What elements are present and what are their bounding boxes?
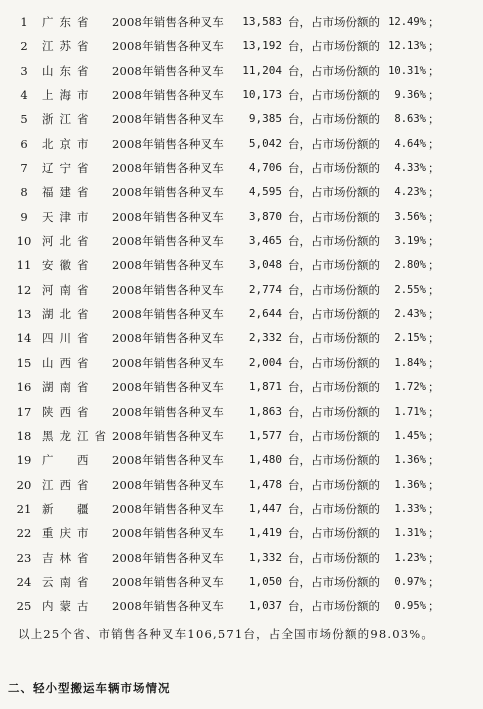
sales-description: 2008年销售各种叉车 xyxy=(112,404,224,419)
unit-label: 台， xyxy=(288,112,311,127)
row-terminator: ； xyxy=(428,453,440,468)
row-number: 7 xyxy=(20,161,28,176)
row-number: 20 xyxy=(16,477,32,492)
list-item xyxy=(0,10,483,34)
market-share-percent: 2.43% xyxy=(394,308,426,321)
list-item xyxy=(0,205,483,229)
unit-label: 台， xyxy=(288,599,311,614)
row-number: 23 xyxy=(16,550,32,565)
sales-quantity: 2,332 xyxy=(248,331,282,345)
market-share-label: 占市场份额的 xyxy=(311,574,380,589)
row-terminator: ； xyxy=(428,550,440,565)
list-item xyxy=(0,59,483,83)
region-name: 吉林省 xyxy=(42,550,95,565)
unit-label: 台， xyxy=(288,185,311,200)
market-share-percent: 1.36% xyxy=(394,454,426,467)
unit-label: 台， xyxy=(288,258,311,273)
row-terminator: ； xyxy=(428,136,440,151)
row-terminator: ； xyxy=(428,477,440,492)
row-number: 12 xyxy=(16,282,32,297)
sales-quantity: 4,706 xyxy=(248,161,282,175)
sales-description: 2008年销售各种叉车 xyxy=(112,355,224,370)
row-terminator: ； xyxy=(428,112,440,127)
sales-quantity: 11,204 xyxy=(242,63,282,77)
row-number: 24 xyxy=(16,574,32,589)
sales-quantity: 1,332 xyxy=(248,550,282,564)
market-share-label: 占市场份额的 xyxy=(311,428,380,443)
region-name: 浙江省 xyxy=(42,112,95,127)
section-heading: 二、轻小型搬运车辆市场情况 xyxy=(8,681,171,695)
row-terminator: ； xyxy=(428,501,440,516)
list-item xyxy=(0,521,483,545)
market-share-percent: 12.49% xyxy=(388,16,426,28)
row-terminator: ； xyxy=(428,209,440,224)
row-number: 10 xyxy=(16,234,32,249)
market-share-label: 占市场份额的 xyxy=(311,331,380,346)
region-name: 河北省 xyxy=(42,234,95,249)
market-share-label: 占市场份额的 xyxy=(311,526,380,541)
market-share-percent: 10.31% xyxy=(388,64,426,77)
list-item xyxy=(0,132,483,156)
market-share-percent: 3.19% xyxy=(394,235,426,248)
market-share-percent: 1.71% xyxy=(394,405,426,418)
market-share-percent: 4.64% xyxy=(394,137,426,150)
unit-label: 台， xyxy=(288,526,311,541)
unit-label: 台， xyxy=(288,331,311,346)
row-terminator: ； xyxy=(428,15,440,29)
region-name: 四川省 xyxy=(42,331,95,346)
sales-description: 2008年销售各种叉车 xyxy=(112,501,224,516)
row-number: 8 xyxy=(20,185,28,200)
list-item xyxy=(0,570,483,594)
sales-quantity: 1,863 xyxy=(248,404,282,418)
unit-label: 台， xyxy=(288,209,311,224)
market-share-percent: 4.33% xyxy=(394,162,426,175)
unit-label: 台， xyxy=(288,161,311,176)
list-item xyxy=(0,253,483,277)
unit-label: 台， xyxy=(288,282,311,297)
row-terminator: ； xyxy=(428,428,440,443)
region-name: 安徽省 xyxy=(42,258,95,273)
market-share-label: 占市场份额的 xyxy=(311,161,380,176)
sales-description: 2008年销售各种叉车 xyxy=(112,234,224,249)
market-share-label: 占市场份额的 xyxy=(311,477,380,492)
market-share-label: 占市场份额的 xyxy=(311,501,380,516)
unit-label: 台， xyxy=(288,380,311,395)
row-terminator: ； xyxy=(428,404,440,419)
row-number: 16 xyxy=(16,380,32,395)
sales-quantity: 1,419 xyxy=(248,526,282,540)
unit-label: 台， xyxy=(288,404,311,419)
region-name: 内蒙古 xyxy=(42,599,95,614)
unit-label: 台， xyxy=(288,453,311,468)
sales-description: 2008年销售各种叉车 xyxy=(112,380,224,395)
market-share-label: 占市场份额的 xyxy=(311,39,380,54)
sales-description: 2008年销售各种叉车 xyxy=(112,331,224,346)
sales-quantity: 13,192 xyxy=(242,39,282,53)
unit-label: 台， xyxy=(288,88,311,103)
market-share-label: 占市场份额的 xyxy=(311,15,380,29)
market-share-percent: 1.33% xyxy=(394,502,426,515)
list-item xyxy=(0,278,483,302)
row-number: 18 xyxy=(16,428,32,443)
region-name: 新 疆 xyxy=(42,501,95,516)
list-item xyxy=(0,400,483,424)
row-number: 15 xyxy=(16,355,32,370)
sales-description: 2008年销售各种叉车 xyxy=(112,136,224,151)
market-share-label: 占市场份额的 xyxy=(311,234,380,249)
unit-label: 台， xyxy=(288,501,311,516)
sales-description: 2008年销售各种叉车 xyxy=(112,63,224,78)
sales-description: 2008年销售各种叉车 xyxy=(112,550,224,565)
unit-label: 台， xyxy=(288,428,311,443)
market-share-label: 占市场份额的 xyxy=(311,112,380,127)
region-name: 山西省 xyxy=(42,355,95,370)
market-share-percent: 8.63% xyxy=(394,113,426,126)
market-share-percent: 1.72% xyxy=(394,381,426,394)
sales-quantity: 5,042 xyxy=(248,136,282,150)
unit-label: 台， xyxy=(288,355,311,370)
region-name: 辽宁省 xyxy=(42,161,95,176)
market-share-label: 占市场份额的 xyxy=(311,63,380,78)
sales-description: 2008年销售各种叉车 xyxy=(112,88,224,103)
row-terminator: ； xyxy=(428,599,440,614)
region-name: 福建省 xyxy=(42,185,95,200)
list-item xyxy=(0,107,483,131)
market-share-label: 占市场份额的 xyxy=(311,355,380,370)
row-terminator: ； xyxy=(428,526,440,541)
sales-quantity: 2,004 xyxy=(248,355,282,369)
row-number: 13 xyxy=(16,307,32,322)
unit-label: 台， xyxy=(288,477,311,492)
sales-quantity: 1,577 xyxy=(248,428,282,442)
sales-quantity: 9,385 xyxy=(248,112,282,126)
list-item xyxy=(0,375,483,399)
row-number: 4 xyxy=(20,88,28,103)
sales-list xyxy=(0,10,483,619)
sales-description: 2008年销售各种叉车 xyxy=(112,161,224,176)
market-share-label: 占市场份额的 xyxy=(311,136,380,151)
list-item xyxy=(0,351,483,375)
market-share-percent: 3.56% xyxy=(394,210,426,223)
region-name: 山东省 xyxy=(42,63,95,78)
row-number: 21 xyxy=(16,501,32,516)
sales-quantity: 10,173 xyxy=(242,88,282,102)
row-terminator: ； xyxy=(428,355,440,370)
row-number: 25 xyxy=(16,599,32,614)
list-item xyxy=(0,424,483,448)
list-item xyxy=(0,497,483,521)
sales-description: 2008年销售各种叉车 xyxy=(112,39,224,54)
region-name: 重庆市 xyxy=(42,526,95,541)
row-number: 22 xyxy=(16,526,32,541)
row-terminator: ； xyxy=(428,258,440,273)
unit-label: 台， xyxy=(288,15,311,29)
market-share-label: 占市场份额的 xyxy=(311,404,380,419)
unit-label: 台， xyxy=(288,136,311,151)
list-item xyxy=(0,34,483,58)
sales-quantity: 1,050 xyxy=(248,574,282,588)
market-share-percent: 12.13% xyxy=(388,40,426,53)
sales-description: 2008年销售各种叉车 xyxy=(112,307,224,322)
sales-quantity: 1,447 xyxy=(248,501,282,515)
row-number: 11 xyxy=(16,258,32,273)
region-name: 河南省 xyxy=(42,282,95,297)
region-name: 陕西省 xyxy=(42,404,95,419)
row-terminator: ； xyxy=(428,88,440,103)
row-terminator: ； xyxy=(428,574,440,589)
list-item xyxy=(0,546,483,570)
row-number: 1 xyxy=(20,15,28,29)
unit-label: 台， xyxy=(288,574,311,589)
sales-description: 2008年销售各种叉车 xyxy=(112,258,224,273)
market-share-percent: 1.84% xyxy=(394,356,426,369)
sales-quantity: 1,480 xyxy=(248,453,282,467)
row-number: 5 xyxy=(20,112,28,127)
market-share-percent: 9.36% xyxy=(394,89,426,102)
sales-description: 2008年销售各种叉车 xyxy=(112,526,224,541)
sales-quantity: 13,583 xyxy=(242,15,282,28)
sales-quantity: 3,465 xyxy=(248,234,282,248)
row-number: 14 xyxy=(16,331,32,346)
list-item xyxy=(0,594,483,618)
sales-quantity: 4,595 xyxy=(248,185,282,199)
list-item xyxy=(0,180,483,204)
list-item xyxy=(0,473,483,497)
row-number: 17 xyxy=(16,404,32,419)
unit-label: 台， xyxy=(288,234,311,249)
sales-description: 2008年销售各种叉车 xyxy=(112,15,224,29)
sales-description: 2008年销售各种叉车 xyxy=(112,185,224,200)
row-terminator: ； xyxy=(428,234,440,249)
market-share-percent: 2.55% xyxy=(394,283,426,296)
sales-quantity: 3,048 xyxy=(248,258,282,272)
sales-description: 2008年销售各种叉车 xyxy=(112,599,224,614)
list-item xyxy=(0,448,483,472)
unit-label: 台， xyxy=(288,63,311,78)
market-share-label: 占市场份额的 xyxy=(311,550,380,565)
region-name: 湖北省 xyxy=(42,307,95,322)
list-item xyxy=(0,326,483,350)
list-item xyxy=(0,229,483,253)
row-number: 6 xyxy=(20,136,28,151)
region-name: 北京市 xyxy=(42,136,95,151)
unit-label: 台， xyxy=(288,307,311,322)
row-number: 2 xyxy=(20,39,28,54)
region-name: 黑龙江省 xyxy=(42,428,112,443)
row-terminator: ； xyxy=(428,380,440,395)
market-share-percent: 1.31% xyxy=(394,527,426,540)
market-share-label: 占市场份额的 xyxy=(311,282,380,297)
sales-description: 2008年销售各种叉车 xyxy=(112,477,224,492)
market-share-label: 占市场份额的 xyxy=(311,258,380,273)
sales-description: 2008年销售各种叉车 xyxy=(112,574,224,589)
row-number: 3 xyxy=(20,63,28,78)
region-name: 广东省 xyxy=(42,15,95,29)
row-terminator: ； xyxy=(428,331,440,346)
market-share-label: 占市场份额的 xyxy=(311,307,380,322)
list-item xyxy=(0,302,483,326)
region-name: 上海市 xyxy=(42,88,95,103)
row-number: 9 xyxy=(20,209,28,224)
row-terminator: ； xyxy=(428,307,440,322)
list-item xyxy=(0,83,483,107)
list-item xyxy=(0,156,483,180)
region-name: 江苏省 xyxy=(42,39,95,54)
market-share-percent: 1.45% xyxy=(394,429,426,442)
unit-label: 台， xyxy=(288,39,311,54)
market-share-label: 占市场份额的 xyxy=(311,380,380,395)
row-number: 19 xyxy=(16,453,32,468)
market-share-percent: 2.80% xyxy=(394,259,426,272)
market-share-label: 占市场份额的 xyxy=(311,599,380,614)
market-share-label: 占市场份额的 xyxy=(311,209,380,224)
region-name: 江西省 xyxy=(42,477,95,492)
market-share-percent: 0.95% xyxy=(394,600,426,613)
region-name: 广 西 xyxy=(42,453,95,468)
row-terminator: ； xyxy=(428,161,440,176)
sales-quantity: 1,037 xyxy=(248,599,282,613)
sales-description: 2008年销售各种叉车 xyxy=(112,428,224,443)
market-share-percent: 1.23% xyxy=(394,551,426,564)
row-terminator: ； xyxy=(428,185,440,200)
market-share-label: 占市场份额的 xyxy=(311,453,380,468)
region-name: 湖南省 xyxy=(42,380,95,395)
unit-label: 台， xyxy=(288,550,311,565)
region-name: 天津市 xyxy=(42,209,95,224)
sales-description: 2008年销售各种叉车 xyxy=(112,453,224,468)
row-terminator: ； xyxy=(428,39,440,54)
sales-description: 2008年销售各种叉车 xyxy=(112,112,224,127)
sales-quantity: 2,774 xyxy=(248,282,282,296)
row-terminator: ； xyxy=(428,63,440,78)
market-share-percent: 0.97% xyxy=(394,575,426,588)
region-name: 云南省 xyxy=(42,574,95,589)
sales-description: 2008年销售各种叉车 xyxy=(112,282,224,297)
market-share-percent: 2.15% xyxy=(394,332,426,345)
market-share-label: 占市场份额的 xyxy=(311,88,380,103)
sales-description: 2008年销售各种叉车 xyxy=(112,209,224,224)
market-share-percent: 4.23% xyxy=(394,186,426,199)
sales-quantity: 1,871 xyxy=(248,380,282,394)
sales-quantity: 2,644 xyxy=(248,307,282,321)
sales-quantity: 1,478 xyxy=(248,477,282,491)
market-share-label: 占市场份额的 xyxy=(311,185,380,200)
summary-line xyxy=(18,626,478,642)
market-share-percent: 1.36% xyxy=(394,478,426,491)
summary-text: 以上25个省、市销售各种叉车106,571台，占全国市场份额的98.03%。 xyxy=(18,627,435,641)
sales-quantity: 3,870 xyxy=(248,209,282,223)
row-terminator: ； xyxy=(428,282,440,297)
